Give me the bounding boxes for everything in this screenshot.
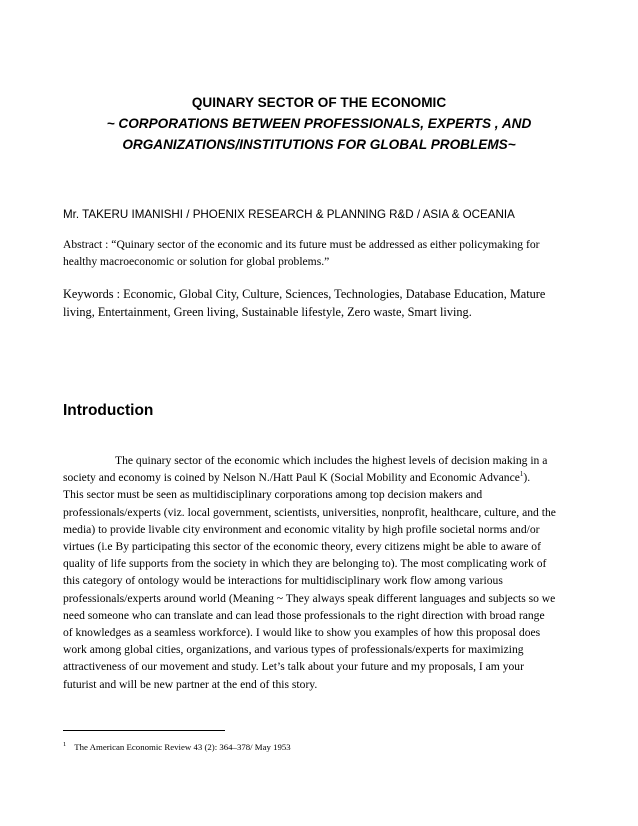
footnote-mark: 1 [63,741,67,748]
paragraph-line: The quinary sector of the economic which includes the highest levels of decision making in a [115,454,548,467]
abstract [63,236,583,270]
section-heading-introduction: Introduction [63,402,154,419]
footnote-reference[interactable]: 1 [519,470,524,479]
paragraph-line [63,469,589,486]
author-line: Mr. TAKERU IMANISHI / PHOENIX RESEARCH & PLANNING R&D / ASIA & OCEANIA [63,208,515,221]
abstract-line-2: healthy macroeconomic or solution for global problems.” [63,255,330,268]
title-line-3: ORGANIZATIONS/INSTITUTIONS FOR GLOBAL PROBLEMS~ [122,137,516,152]
paragraph-line: work among global cities, organizations, and various types of professionals/experts for maximizing [63,643,524,657]
keywords [63,285,583,321]
paper-title [60,92,578,155]
footnote-divider [63,730,225,731]
paragraph-line: quality of life supports from the society in which they are belonging to). The most complicating work of [63,557,547,571]
paragraph-line: media) to provide livable city environment and economic vitality by high profile societal norms and/or [63,522,540,536]
footnote [63,739,291,753]
keywords-line-2: living, Entertainment, Green living, Sustainable lifestyle, Zero waste, Smart living. [63,305,472,319]
title-line-1: QUINARY SECTOR OF THE ECONOMIC [191,95,447,110]
footnote-text: The American Economic Review 43 (2): 364–378/ May 1953 [74,741,291,752]
paragraph-line: This sector must be seen as multidisciplinary corporations among top decision makers and [63,488,483,502]
paragraph-line: virtues (i.e By participating this sector of the economic theory, every citizens might be able to aware of [63,540,541,554]
paragraph-line-end: ). [523,471,531,485]
paragraph-line: need someone who can translate and can lead those professionals to the right direction with broad range [63,608,545,622]
paragraph-line: attractiveness of our movement and study. Let’s talk about your future and my proposals, I am your [63,660,524,674]
keywords-line-1: Keywords : Economic, Global City, Culture, Sciences, Technologies, Database Education, Mature [63,287,546,301]
paragraph-line: this category of ontology would be interactions for multidisciplinary work flow among various [63,574,503,588]
paragraph-line: of knowledges as a seamless workforce). I would like to show you examples of how this proposal does [63,626,541,640]
abstract-line-1: Abstract : “Quinary sector of the economic and its future must be addressed as either policymaking for [63,238,540,251]
introduction-paragraph [63,452,589,693]
paragraph-line-text: society and economy is coined by Nelson N./Hatt Paul K (Social Mobility and Economic Advance [63,471,520,485]
paragraph-line: professionals/experts (viz. local government, scientists, universities, nonprofit, healthcare, culture, and the [63,505,556,519]
paragraph-line: futurist and will be new partner at the end of this story. [63,677,318,691]
title-line-2: ~ CORPORATIONS BETWEEN PROFESSIONALS, EXPERTS , AND [106,116,532,131]
paragraph-line: professionals/experts around world (Meaning ~ They always speak different languages and subjects so we [63,591,556,605]
